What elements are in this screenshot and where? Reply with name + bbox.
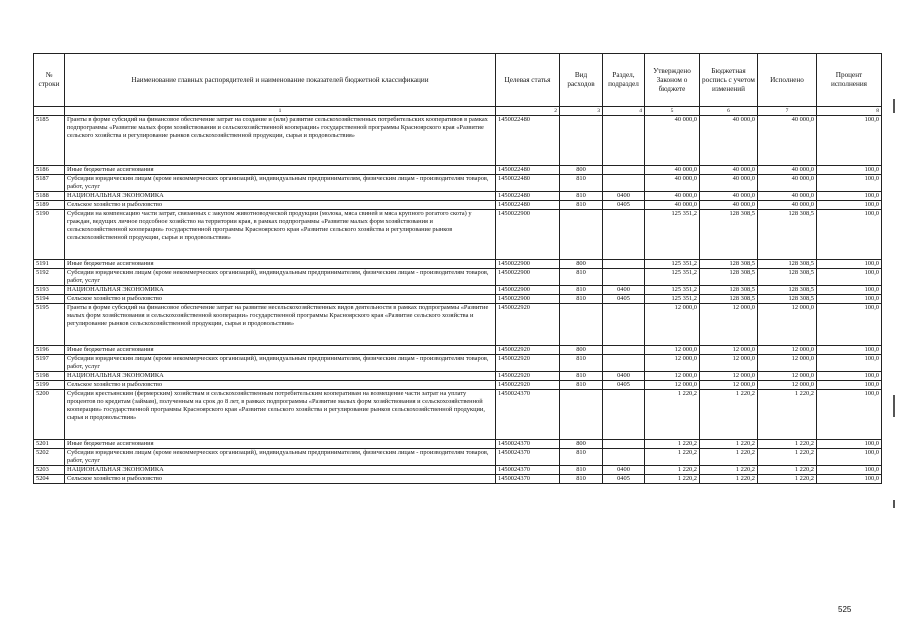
approved-cell: 125 351,2 bbox=[645, 285, 700, 294]
name-cell: Иные бюджетные ассигнования bbox=[65, 345, 496, 354]
kind-cell: 810 bbox=[560, 174, 603, 191]
schedule-cell: 1 220,2 bbox=[700, 390, 758, 440]
section-cell: 0400 bbox=[603, 191, 645, 200]
kind-cell: 800 bbox=[560, 439, 603, 448]
kind-cell: 800 bbox=[560, 165, 603, 174]
table-row bbox=[34, 345, 882, 354]
section-cell: 0400 bbox=[603, 371, 645, 380]
percent-cell: 100,0 bbox=[817, 354, 882, 371]
table-row bbox=[34, 390, 882, 440]
name-cell: НАЦИОНАЛЬНАЯ ЭКОНОМИКА bbox=[65, 285, 496, 294]
approved-cell: 1 220,2 bbox=[645, 439, 700, 448]
executed-cell: 128 308,5 bbox=[758, 268, 817, 285]
kind-cell: 810 bbox=[560, 191, 603, 200]
schedule-cell: 1 220,2 bbox=[700, 475, 758, 484]
percent-cell: 100,0 bbox=[817, 448, 882, 465]
name-cell: НАЦИОНАЛЬНАЯ ЭКОНОМИКА bbox=[65, 465, 496, 474]
approved-cell: 1 220,2 bbox=[645, 448, 700, 465]
name-cell: Гранты в форме субсидий на финансовое обеспечение затрат на развитие несельскохозяйственных видов деятельности в рамках подпрограммы «Развитие малых форм хозяйствования и сельскохозяйственной кооперации» государственной программы Красноярского края «Развитие сельского хозяйства и регулирование рынков сельскохозяйственной продукции, сырья и продовольствия» bbox=[65, 304, 496, 346]
target-cell: 1450022900 bbox=[496, 259, 560, 268]
name-cell: Иные бюджетные ассигнования bbox=[65, 259, 496, 268]
kind-cell: 810 bbox=[560, 295, 603, 304]
kind-cell: 810 bbox=[560, 475, 603, 484]
schedule-cell: 12 000,0 bbox=[700, 354, 758, 371]
name-cell: Сельское хозяйство и рыболовство bbox=[65, 295, 496, 304]
executed-cell: 40 000,0 bbox=[758, 174, 817, 191]
schedule-cell: 12 000,0 bbox=[700, 304, 758, 346]
row-number-cell: 5204 bbox=[34, 475, 65, 484]
section-cell bbox=[603, 210, 645, 260]
table-row bbox=[34, 439, 882, 448]
column-number: 7 bbox=[758, 107, 817, 116]
table-row bbox=[34, 465, 882, 474]
row-number-cell: 5189 bbox=[34, 200, 65, 209]
executed-cell: 128 308,5 bbox=[758, 210, 817, 260]
percent-cell: 100,0 bbox=[817, 116, 882, 166]
schedule-cell: 128 308,5 bbox=[700, 285, 758, 294]
header-executed: Исполнено bbox=[758, 54, 817, 107]
percent-cell: 100,0 bbox=[817, 345, 882, 354]
kind-cell: 800 bbox=[560, 345, 603, 354]
schedule-cell: 12 000,0 bbox=[700, 381, 758, 390]
scan-edge-mark bbox=[893, 395, 895, 417]
header-target: Целевая статья bbox=[496, 54, 560, 107]
target-cell: 1450022920 bbox=[496, 381, 560, 390]
row-number-cell: 5203 bbox=[34, 465, 65, 474]
percent-cell: 100,0 bbox=[817, 439, 882, 448]
target-cell: 1450022900 bbox=[496, 268, 560, 285]
schedule-cell: 1 220,2 bbox=[700, 465, 758, 474]
schedule-cell: 40 000,0 bbox=[700, 191, 758, 200]
executed-cell: 1 220,2 bbox=[758, 465, 817, 474]
target-cell: 1450024370 bbox=[496, 465, 560, 474]
table-row bbox=[34, 285, 882, 294]
approved-cell: 40 000,0 bbox=[645, 116, 700, 166]
executed-cell: 1 220,2 bbox=[758, 448, 817, 465]
table-row bbox=[34, 165, 882, 174]
row-number-cell: 5193 bbox=[34, 285, 65, 294]
section-cell bbox=[603, 439, 645, 448]
table-row bbox=[34, 268, 882, 285]
target-cell: 1450022900 bbox=[496, 295, 560, 304]
kind-cell: 810 bbox=[560, 371, 603, 380]
executed-cell: 1 220,2 bbox=[758, 439, 817, 448]
table-row bbox=[34, 304, 882, 346]
percent-cell: 100,0 bbox=[817, 268, 882, 285]
executed-cell: 40 000,0 bbox=[758, 191, 817, 200]
row-number-cell: 5198 bbox=[34, 371, 65, 380]
approved-cell: 12 000,0 bbox=[645, 381, 700, 390]
kind-cell: 810 bbox=[560, 381, 603, 390]
percent-cell: 100,0 bbox=[817, 259, 882, 268]
percent-cell: 100,0 bbox=[817, 390, 882, 440]
section-cell bbox=[603, 174, 645, 191]
executed-cell: 12 000,0 bbox=[758, 354, 817, 371]
row-number-cell: 5201 bbox=[34, 439, 65, 448]
kind-cell bbox=[560, 210, 603, 260]
executed-cell: 40 000,0 bbox=[758, 116, 817, 166]
name-cell: Сельское хозяйство и рыболовство bbox=[65, 381, 496, 390]
name-cell: НАЦИОНАЛЬНАЯ ЭКОНОМИКА bbox=[65, 191, 496, 200]
target-cell: 1450022920 bbox=[496, 345, 560, 354]
approved-cell: 125 351,2 bbox=[645, 259, 700, 268]
table-row bbox=[34, 259, 882, 268]
name-cell: Сельское хозяйство и рыболовство bbox=[65, 475, 496, 484]
kind-cell: 810 bbox=[560, 465, 603, 474]
name-cell: Сельское хозяйство и рыболовство bbox=[65, 200, 496, 209]
approved-cell: 12 000,0 bbox=[645, 304, 700, 346]
section-cell bbox=[603, 304, 645, 346]
column-number-row bbox=[34, 107, 882, 116]
target-cell: 1450022480 bbox=[496, 165, 560, 174]
table-row bbox=[34, 354, 882, 371]
name-cell: Субсидии юридическим лицам (кроме некоммерческих организаций), индивидуальным предпринимателям, физическим лицам - производителям товаров, работ, услуг bbox=[65, 268, 496, 285]
approved-cell: 40 000,0 bbox=[645, 174, 700, 191]
kind-cell: 810 bbox=[560, 285, 603, 294]
executed-cell: 1 220,2 bbox=[758, 390, 817, 440]
section-cell bbox=[603, 116, 645, 166]
column-number bbox=[34, 107, 65, 116]
row-number-cell: 5199 bbox=[34, 381, 65, 390]
section-cell: 0405 bbox=[603, 475, 645, 484]
schedule-cell: 12 000,0 bbox=[700, 345, 758, 354]
column-number: 5 bbox=[645, 107, 700, 116]
header-percent: Процент исполнения bbox=[817, 54, 882, 107]
name-cell: Субсидии на компенсацию части затрат, связанных с закупом животноводческой продукции (молока, мяса свиней и мяса крупного рогатого скота) у граждан, ведущих личное подсобное хозяйство на территории края, в рамках подпрограммы «Развитие малых форм хозяйствования и сельскохозяйственной кооперации» государственной программы Красноярского края «Развитие сельского хозяйства и регулирование рынков сельскохозяйственной продукции, сырья и продовольствия» bbox=[65, 210, 496, 260]
target-cell: 1450024370 bbox=[496, 475, 560, 484]
section-cell: 0405 bbox=[603, 381, 645, 390]
name-cell: Субсидии юридическим лицам (кроме некоммерческих организаций), индивидуальным предпринимателям, физическим лицам - производителям товаров, работ, услуг bbox=[65, 354, 496, 371]
percent-cell: 100,0 bbox=[817, 200, 882, 209]
row-number-cell: 5191 bbox=[34, 259, 65, 268]
schedule-cell: 1 220,2 bbox=[700, 439, 758, 448]
section-cell bbox=[603, 345, 645, 354]
column-number: 1 bbox=[65, 107, 496, 116]
name-cell: НАЦИОНАЛЬНАЯ ЭКОНОМИКА bbox=[65, 371, 496, 380]
section-cell: 0400 bbox=[603, 465, 645, 474]
kind-cell: 810 bbox=[560, 200, 603, 209]
column-number: 6 bbox=[700, 107, 758, 116]
target-cell: 1450024370 bbox=[496, 448, 560, 465]
name-cell: Иные бюджетные ассигнования bbox=[65, 439, 496, 448]
percent-cell: 100,0 bbox=[817, 465, 882, 474]
section-cell: 0405 bbox=[603, 295, 645, 304]
target-cell: 1450022920 bbox=[496, 354, 560, 371]
approved-cell: 1 220,2 bbox=[645, 475, 700, 484]
header-schedule: Бюджетная роспись с учетом изменений bbox=[700, 54, 758, 107]
executed-cell: 12 000,0 bbox=[758, 381, 817, 390]
percent-cell: 100,0 bbox=[817, 295, 882, 304]
row-number-cell: 5190 bbox=[34, 210, 65, 260]
row-number-cell: 5196 bbox=[34, 345, 65, 354]
name-cell: Субсидии юридическим лицам (кроме некоммерческих организаций), индивидуальным предпринимателям, физическим лицам - производителям товаров, работ, услуг bbox=[65, 448, 496, 465]
percent-cell: 100,0 bbox=[817, 191, 882, 200]
row-number-cell: 5186 bbox=[34, 165, 65, 174]
column-number: 3 bbox=[560, 107, 603, 116]
section-cell bbox=[603, 354, 645, 371]
schedule-cell: 128 308,5 bbox=[700, 295, 758, 304]
approved-cell: 12 000,0 bbox=[645, 345, 700, 354]
row-number-cell: 5192 bbox=[34, 268, 65, 285]
approved-cell: 12 000,0 bbox=[645, 371, 700, 380]
percent-cell: 100,0 bbox=[817, 304, 882, 346]
header-section: Раздел, подраздел bbox=[603, 54, 645, 107]
target-cell: 1450022900 bbox=[496, 210, 560, 260]
kind-cell: 810 bbox=[560, 268, 603, 285]
scan-edge-mark bbox=[893, 500, 895, 508]
target-cell: 1450022920 bbox=[496, 304, 560, 346]
kind-cell bbox=[560, 304, 603, 346]
kind-cell bbox=[560, 116, 603, 166]
executed-cell: 128 308,5 bbox=[758, 259, 817, 268]
percent-cell: 100,0 bbox=[817, 174, 882, 191]
table-body bbox=[34, 116, 882, 484]
row-number-cell: 5187 bbox=[34, 174, 65, 191]
table-header bbox=[34, 54, 882, 116]
name-cell: Субсидии крестьянским (фермерским) хозяйствам и сельскохозяйственным потребительским кооперативам на возмещение части затрат на уплату процентов по кредитам (займам), полученным на срок до 8 лет, в рамках подпрограммы «Развитие малых форм хозяйствования и сельскохозяйственной кооперации» государственной программы Красноярского края «Развитие сельского хозяйства и регулирование рынков сельскохозяйственной продукции, сырья и продовольствия» bbox=[65, 390, 496, 440]
percent-cell: 100,0 bbox=[817, 165, 882, 174]
section-cell: 0400 bbox=[603, 285, 645, 294]
section-cell bbox=[603, 390, 645, 440]
target-cell: 1450022480 bbox=[496, 174, 560, 191]
row-number-cell: 5200 bbox=[34, 390, 65, 440]
target-cell: 1450022900 bbox=[496, 285, 560, 294]
section-cell: 0405 bbox=[603, 200, 645, 209]
row-number-cell: 5197 bbox=[34, 354, 65, 371]
percent-cell: 100,0 bbox=[817, 475, 882, 484]
schedule-cell: 128 308,5 bbox=[700, 210, 758, 260]
executed-cell: 40 000,0 bbox=[758, 165, 817, 174]
executed-cell: 12 000,0 bbox=[758, 371, 817, 380]
approved-cell: 125 351,2 bbox=[645, 210, 700, 260]
target-cell: 1450022480 bbox=[496, 116, 560, 166]
row-number-cell: 5202 bbox=[34, 448, 65, 465]
name-cell: Гранты в форме субсидий на финансовое обеспечение затрат на создание и (или) развитие сельскохозяйственных потребительских кооперативов в рамках подпрограммы «Развитие малых форм хозяйствования и сельскохозяйственной кооперации» государственной программы Красноярского края «Развитие сельского хозяйства и регулирование рынков сельскохозяйственной продукции, сырья и продовольствия» bbox=[65, 116, 496, 166]
name-cell: Субсидии юридическим лицам (кроме некоммерческих организаций), индивидуальным предпринимателям, физическим лицам - производителям товаров, работ, услуг bbox=[65, 174, 496, 191]
approved-cell: 40 000,0 bbox=[645, 191, 700, 200]
approved-cell: 40 000,0 bbox=[645, 165, 700, 174]
header-row-no: № строки bbox=[34, 54, 65, 107]
target-cell: 1450022480 bbox=[496, 200, 560, 209]
table-row bbox=[34, 200, 882, 209]
row-number-cell: 5194 bbox=[34, 295, 65, 304]
target-cell: 1450022920 bbox=[496, 371, 560, 380]
executed-cell: 128 308,5 bbox=[758, 285, 817, 294]
schedule-cell: 12 000,0 bbox=[700, 371, 758, 380]
percent-cell: 100,0 bbox=[817, 210, 882, 260]
schedule-cell: 40 000,0 bbox=[700, 200, 758, 209]
section-cell bbox=[603, 165, 645, 174]
executed-cell: 40 000,0 bbox=[758, 200, 817, 209]
section-cell bbox=[603, 268, 645, 285]
header-kind: Вид расходов bbox=[560, 54, 603, 107]
executed-cell: 128 308,5 bbox=[758, 295, 817, 304]
budget-table bbox=[33, 53, 882, 484]
target-cell: 1450022480 bbox=[496, 191, 560, 200]
schedule-cell: 40 000,0 bbox=[700, 174, 758, 191]
table-row bbox=[34, 381, 882, 390]
column-number: 8 bbox=[817, 107, 882, 116]
row-number-cell: 5185 bbox=[34, 116, 65, 166]
schedule-cell: 1 220,2 bbox=[700, 448, 758, 465]
executed-cell: 12 000,0 bbox=[758, 345, 817, 354]
executed-cell: 1 220,2 bbox=[758, 475, 817, 484]
kind-cell: 800 bbox=[560, 259, 603, 268]
table-row bbox=[34, 210, 882, 260]
target-cell: 1450024370 bbox=[496, 439, 560, 448]
executed-cell: 12 000,0 bbox=[758, 304, 817, 346]
table-row bbox=[34, 475, 882, 484]
table-row bbox=[34, 371, 882, 380]
schedule-cell: 128 308,5 bbox=[700, 268, 758, 285]
kind-cell: 810 bbox=[560, 354, 603, 371]
column-number: 4 bbox=[603, 107, 645, 116]
target-cell: 1450024370 bbox=[496, 390, 560, 440]
percent-cell: 100,0 bbox=[817, 381, 882, 390]
schedule-cell: 40 000,0 bbox=[700, 116, 758, 166]
scan-edge-mark bbox=[893, 99, 895, 113]
table-row bbox=[34, 116, 882, 166]
section-cell bbox=[603, 448, 645, 465]
kind-cell: 810 bbox=[560, 448, 603, 465]
table-row bbox=[34, 448, 882, 465]
row-number-cell: 5188 bbox=[34, 191, 65, 200]
table-row bbox=[34, 191, 882, 200]
approved-cell: 125 351,2 bbox=[645, 268, 700, 285]
approved-cell: 1 220,2 bbox=[645, 465, 700, 474]
schedule-cell: 128 308,5 bbox=[700, 259, 758, 268]
approved-cell: 1 220,2 bbox=[645, 390, 700, 440]
column-number: 2 bbox=[496, 107, 560, 116]
name-cell: Иные бюджетные ассигнования bbox=[65, 165, 496, 174]
percent-cell: 100,0 bbox=[817, 371, 882, 380]
row-number-cell: 5195 bbox=[34, 304, 65, 346]
header-name: Наименование главных распорядителей и наименование показателей бюджетной классификации bbox=[65, 54, 496, 107]
approved-cell: 40 000,0 bbox=[645, 200, 700, 209]
kind-cell bbox=[560, 390, 603, 440]
approved-cell: 12 000,0 bbox=[645, 354, 700, 371]
schedule-cell: 40 000,0 bbox=[700, 165, 758, 174]
section-cell bbox=[603, 259, 645, 268]
page-number: 525 bbox=[838, 605, 852, 614]
table-row bbox=[34, 174, 882, 191]
approved-cell: 125 351,2 bbox=[645, 295, 700, 304]
header-approved: Утверждено Законом о бюджете bbox=[645, 54, 700, 107]
percent-cell: 100,0 bbox=[817, 285, 882, 294]
table-row bbox=[34, 295, 882, 304]
